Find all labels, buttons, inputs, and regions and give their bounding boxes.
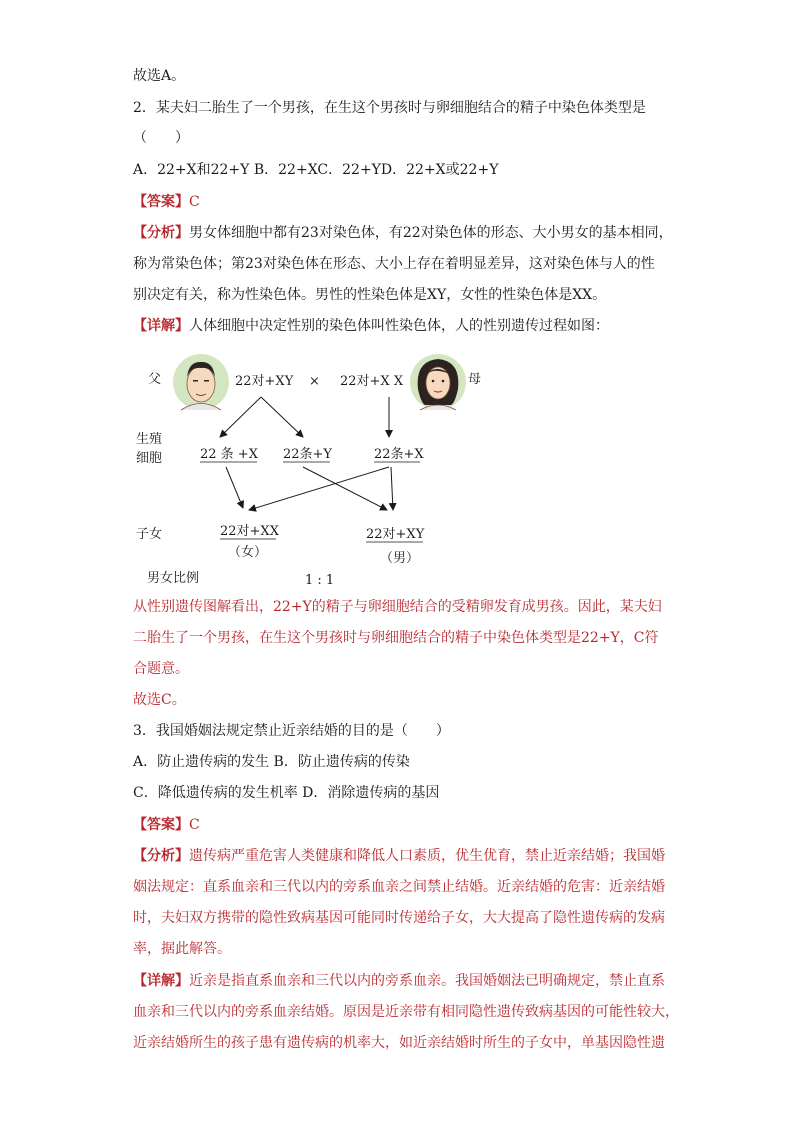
answer-value: C [189,817,200,833]
father-label: 父 [148,372,162,387]
mother-portrait-icon [410,354,466,410]
child-male-label: （男） [380,551,420,566]
result-text: 故选C。 [133,692,186,708]
father-chromosomes: 22对+XY [235,374,294,389]
detail-text: 近亲是指直系血亲和三代以内的旁系血亲。我国婚姻法已明确规定，禁止直系 [189,973,665,989]
arrow [226,467,243,508]
question-2: 2．某夫妇二胎生了一个男孩，在生这个男孩时与卵细胞结合的精子中染色体类型是 [133,100,646,116]
analysis-text: 别决定有关，称为性染色体。男性的性染色体是XY，女性的性染色体是XX。 [133,287,607,303]
detail-text: 人体细胞中决定性别的染色体叫性染色体，人的性别遗传过程如图： [189,318,609,334]
sex-ratio-label: 男女比例 [147,571,200,586]
answer-value: C [189,194,200,210]
sex-inheritance-diagram [133,345,613,595]
detail-tag: 【详解】 [133,318,189,334]
germ-cell-label-line2: 细胞 [136,451,163,466]
arrow [261,397,303,437]
detail-text: 近亲结婚所生的孩子患有遗传病的机率大，如近亲结婚时所生的子女中，单基因隐性遗 [133,1035,665,1051]
germ-cell-label-line1: 生殖 [136,432,163,447]
child-female-chromosomes: 22对+XX [220,524,279,539]
detail-tag: 【详解】 [133,973,189,989]
child-male-chromosomes: 22对+XY [366,527,425,542]
mother-chromosomes: 22对+X X [340,374,404,389]
answer-tag: 【答案】 [133,817,189,833]
analysis-text: 称为常染色体；第23对染色体在形态、大小上存在着明显差异，这对染色体与人的性 [133,256,655,272]
mother-label: 母 [468,372,482,387]
arrow [303,467,387,510]
question-3-options: C．降低遗传病的发生机率 D．消除遗传病的基因 [133,785,440,801]
question-2-options: A．22+X和22+Y B．22+XC．22+YD．22+X或22+Y [133,162,499,178]
analysis-tag: 【分析】 [133,848,189,864]
result-text: 合题意。 [133,661,189,677]
answer-tag: 【答案】 [133,194,189,210]
detail-line [133,971,665,991]
answer-line [133,192,200,212]
cross-symbol: × [309,374,320,389]
analysis-text: 姻法规定：直系血亲和三代以内的旁系血亲之间禁止结婚。近亲结婚的危害：近亲结婚 [133,879,665,895]
egg-x: 22条+X [374,447,424,462]
children-label: 子女 [136,527,163,542]
sex-ratio-value: 1 : 1 [305,573,335,588]
question-3-options: A．防止遗传病的发生 B．防止遗传病的传染 [133,754,410,770]
analysis-text: 男女体细胞中都有23对染色体，有22对染色体的形态、大小男女的基本相同， [189,225,673,241]
analysis-text: 遗传病严重危害人类健康和降低人口素质，优生优育，禁止近亲结婚；我国婚 [189,848,665,864]
analysis-line [133,846,665,866]
result-text: 从性别遗传图解看出，22+Y的精子与卵细胞结合的受精卵发育成男孩。因此，某夫妇 [133,599,662,615]
analysis-line [133,223,673,243]
analysis-text: 率，据此解答。 [133,941,231,957]
arrow [249,467,389,510]
answer-line [133,815,200,835]
arrow [220,397,261,437]
text-line: 故选A。 [133,68,186,84]
sperm-x: 22 条 +X [200,447,258,462]
question-3: 3．我国婚姻法规定禁止近亲结婚的目的是（ ） [133,723,450,739]
detail-line [133,316,609,336]
analysis-tag: 【分析】 [133,225,189,241]
father-portrait-icon [173,354,229,410]
child-female-label: （女） [228,545,268,560]
arrow [391,467,393,510]
detail-text: 血亲和三代以内的旁系血亲结婚。原因是近亲带有相同隐性遗传致病基因的可能性较大， [133,1004,679,1020]
result-text: 二胎生了一个男孩，在生这个男孩时与卵细胞结合的精子中染色体类型是22+Y，C符 [133,630,659,646]
analysis-text: 时，夫妇双方携带的隐性致病基因可能同时传递给子女，大大提高了隐性遗传病的发病 [133,910,665,926]
sperm-y: 22条+Y [283,447,333,462]
question-2-bracket: （ ） [133,130,189,146]
